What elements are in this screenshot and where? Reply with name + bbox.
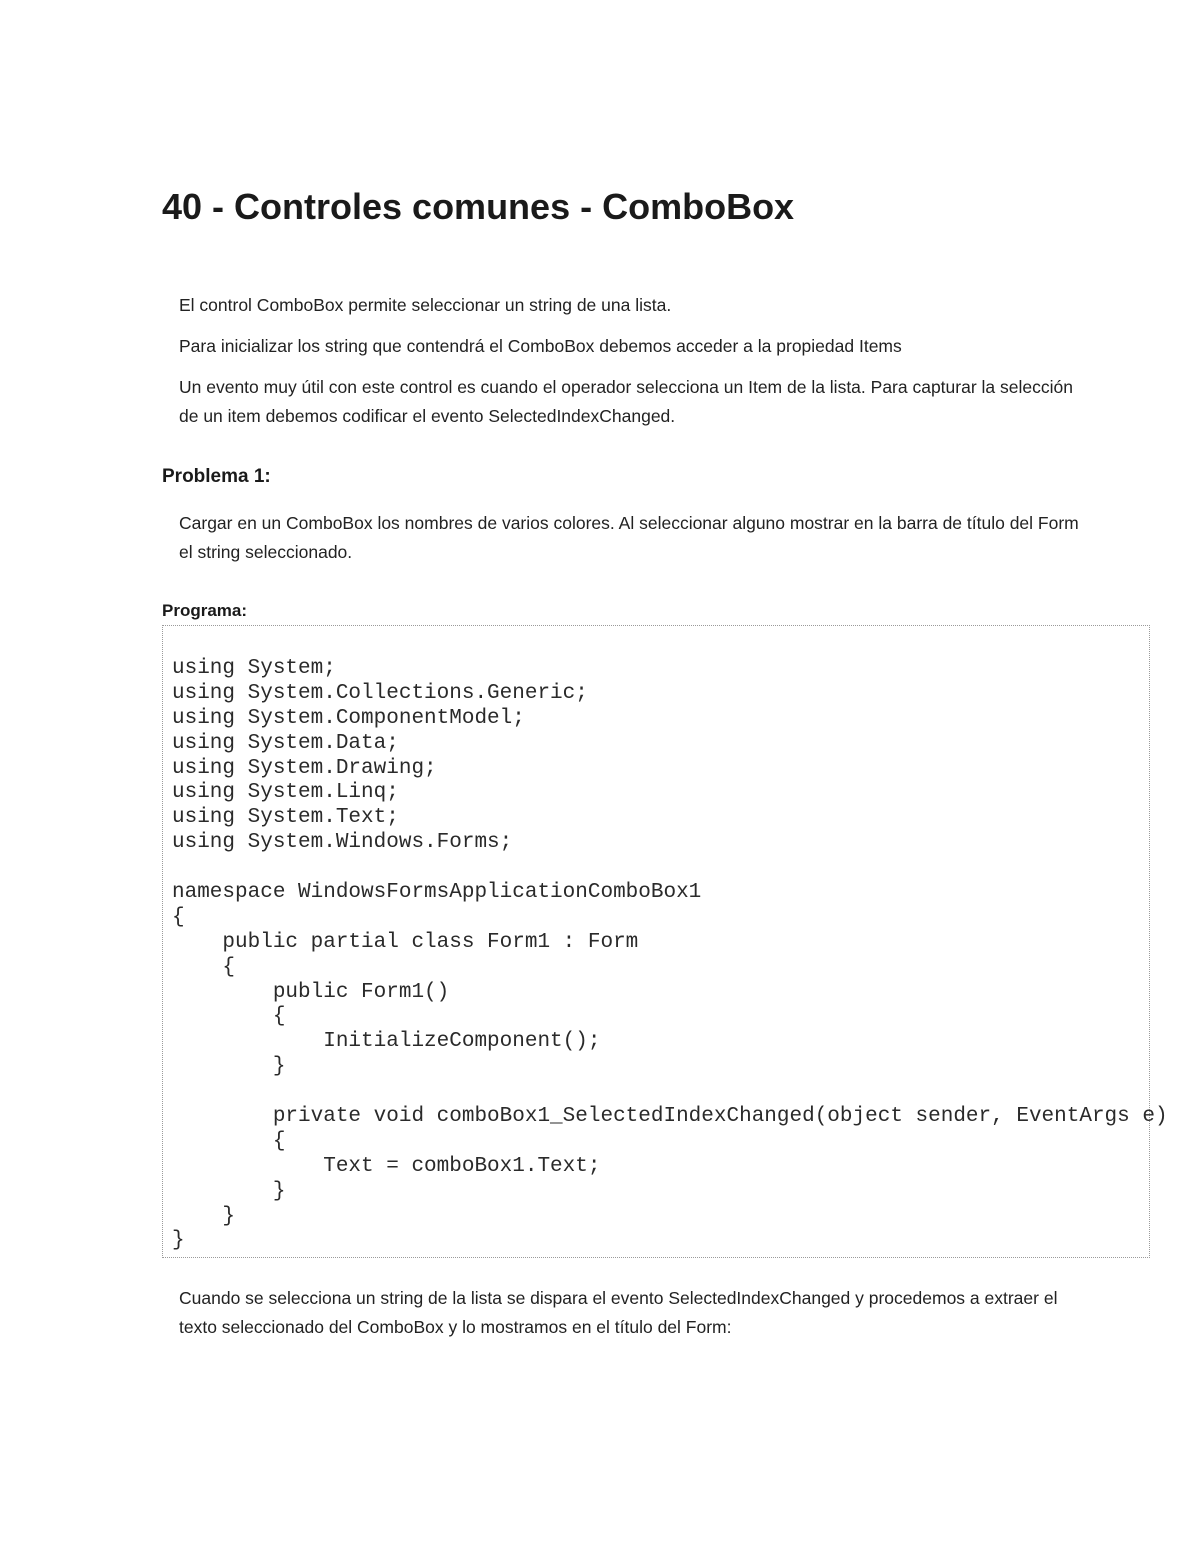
code-line: namespace WindowsFormsApplicationComboBox1 bbox=[172, 881, 702, 905]
code-line: using System.Data; bbox=[172, 731, 399, 755]
problem-heading: Problema 1: bbox=[162, 466, 271, 487]
code-line: using System.Drawing; bbox=[172, 756, 437, 780]
code-line: using System.Windows.Forms; bbox=[172, 831, 513, 855]
code-line: } bbox=[172, 1204, 236, 1228]
code-line: using System.Linq; bbox=[172, 781, 399, 805]
page-title: 40 - Controles comunes - ComboBox bbox=[162, 186, 795, 227]
code-line: { bbox=[172, 1005, 286, 1029]
explanation-paragraph: Cuando se selecciona un string de la lista se dispara el evento SelectedIndexChanged y procedemos a extraer el texto seleccionado del ComboBox y lo mostramos en el título del Form: bbox=[179, 1288, 1058, 1337]
code-line: } bbox=[172, 1055, 286, 1079]
intro-paragraph-1: El control ComboBox permite seleccionar un string de una lista. bbox=[179, 295, 672, 315]
code-line: } bbox=[172, 1179, 286, 1203]
intro-paragraph-2: Para inicializar los string que contendrá el ComboBox debemos acceder a la propiedad Items bbox=[179, 336, 902, 356]
code-listing bbox=[172, 657, 1200, 1254]
code-line: { bbox=[172, 955, 236, 979]
code-line: using System.Text; bbox=[172, 806, 399, 830]
code-line: InitializeComponent(); bbox=[172, 1030, 601, 1054]
program-label: Programa: bbox=[162, 601, 248, 620]
intro-paragraph-3: Un evento muy útil con este control es cuando el operador selecciona un Item de la lista. Para capturar la selección de un item debemos codificar el evento SelectedIndexChanged. bbox=[179, 377, 1073, 426]
problem-description: Cargar en un ComboBox los nombres de varios colores. Al seleccionar alguno mostrar en la barra de título del Form el string seleccionado. bbox=[179, 513, 1079, 562]
code-line: { bbox=[172, 1129, 286, 1153]
code-line: Text = comboBox1.Text; bbox=[172, 1154, 601, 1178]
code-line: } bbox=[172, 1229, 185, 1253]
code-line bbox=[172, 1080, 1200, 1105]
code-line: using System; bbox=[172, 657, 336, 680]
code-line: { bbox=[172, 905, 185, 929]
code-line: public Form1() bbox=[172, 980, 450, 1004]
code-block bbox=[162, 625, 1168, 1258]
code-line: using System.ComponentModel; bbox=[172, 706, 525, 730]
code-line: public partial class Form1 : Form bbox=[172, 930, 639, 954]
code-line: using System.Collections.Generic; bbox=[172, 681, 588, 705]
code-line: private void comboBox1_SelectedIndexChanged(object sender, EventArgs e) bbox=[172, 1105, 1168, 1129]
code-line bbox=[172, 856, 1200, 881]
